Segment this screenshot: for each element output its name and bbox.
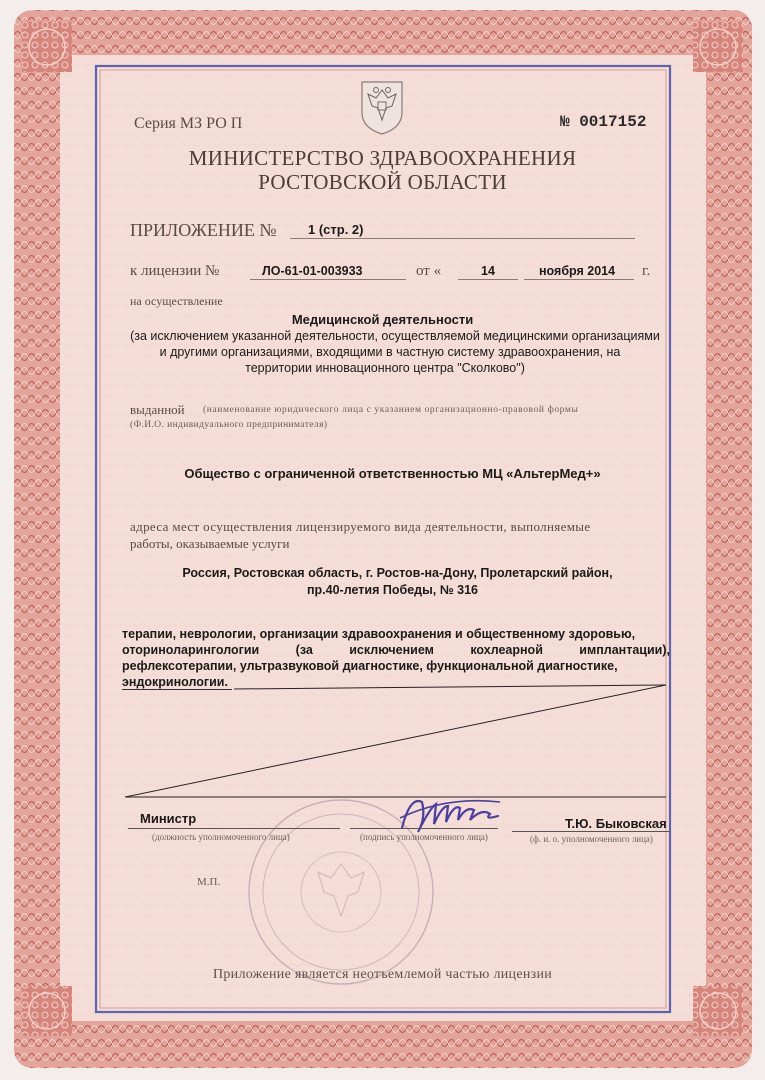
issued-hint-line1: (наименование юридического лица с указанием организационно-правовой формы <box>203 405 579 415</box>
issued-label: выданной <box>130 402 185 417</box>
position-underline <box>128 828 340 829</box>
signature-underline <box>350 828 498 829</box>
issued-hint-line2: (Ф.И.О. индивидуального предпринимателя) <box>130 420 328 430</box>
services-line1: терапии, неврологии, организации здравоохранения и общественному здоровью, <box>122 627 636 641</box>
activity-label: на осуществление <box>130 294 223 308</box>
stamp-place-label: М.П. <box>197 876 221 888</box>
address-line1: Россия, Ростовская область, г. Ростов-на-Дону, Пролетарский район, <box>182 566 613 580</box>
address-label-line1: адреса мест осуществления лицензируемого вида деятельности, выполняемые <box>130 519 591 534</box>
series-label: Серия МЗ РО П <box>134 115 243 132</box>
ministry-title-line2: РОСТОВСКОЙ ОБЛАСТИ <box>258 170 507 194</box>
activity-desc-line2: и другими организациями, входящими в частную систему здравоохранения, на <box>159 345 621 359</box>
activity-desc-line1: (за исключением указанной деятельности, осуществляемой медицинскими организациями <box>130 329 660 343</box>
license-day: 14 <box>481 264 495 278</box>
signature-hint: (подпись уполномоченного лица) <box>360 832 488 842</box>
signer-name: Т.Ю. Быковская <box>565 816 667 831</box>
footer-note: Приложение является неотъемлемой частью лицензии <box>212 967 553 982</box>
license-year-suffix: г. <box>642 263 651 279</box>
name-hint: (ф. и. о. уполномоченного лица) <box>530 834 653 844</box>
services-line2: оториноларингологии (за исключением кохлеарной имплантации), <box>122 643 670 657</box>
services-line4: эндокринологии. <box>122 675 228 689</box>
activity-desc-line3: территории инновационного центра "Сколково") <box>245 361 525 375</box>
organization-name: Общество с ограниченной ответственностью МЦ «АльтерМед+» <box>184 466 601 481</box>
appendix-label: ПРИЛОЖЕНИЕ № <box>130 220 277 240</box>
license-label: к лицензии № <box>130 263 220 279</box>
name-underline <box>512 831 670 832</box>
license-from-label: от « <box>416 263 442 279</box>
services-line3: рефлексотерапии, ультразвуковой диагностике, функциональной диагностике, <box>122 659 618 673</box>
address-label-line2: работы, оказываемые услуги <box>130 536 290 551</box>
signer-position: Министр <box>140 811 197 826</box>
license-month-year: ноября 2014 <box>539 264 616 278</box>
license-form-number: № 0017152 <box>560 113 647 131</box>
position-hint: (должность уполномоченного лица) <box>152 832 290 842</box>
appendix-value: 1 (стр. 2) <box>308 222 364 237</box>
address-line2: пр.40-летия Победы, № 316 <box>307 583 478 597</box>
license-number: ЛО-61-01-003933 <box>262 264 363 278</box>
activity-title: Медицинской деятельности <box>291 312 474 327</box>
ministry-title-line1: МИНИСТЕРСТВО ЗДРАВООХРАНЕНИЯ <box>188 146 577 170</box>
